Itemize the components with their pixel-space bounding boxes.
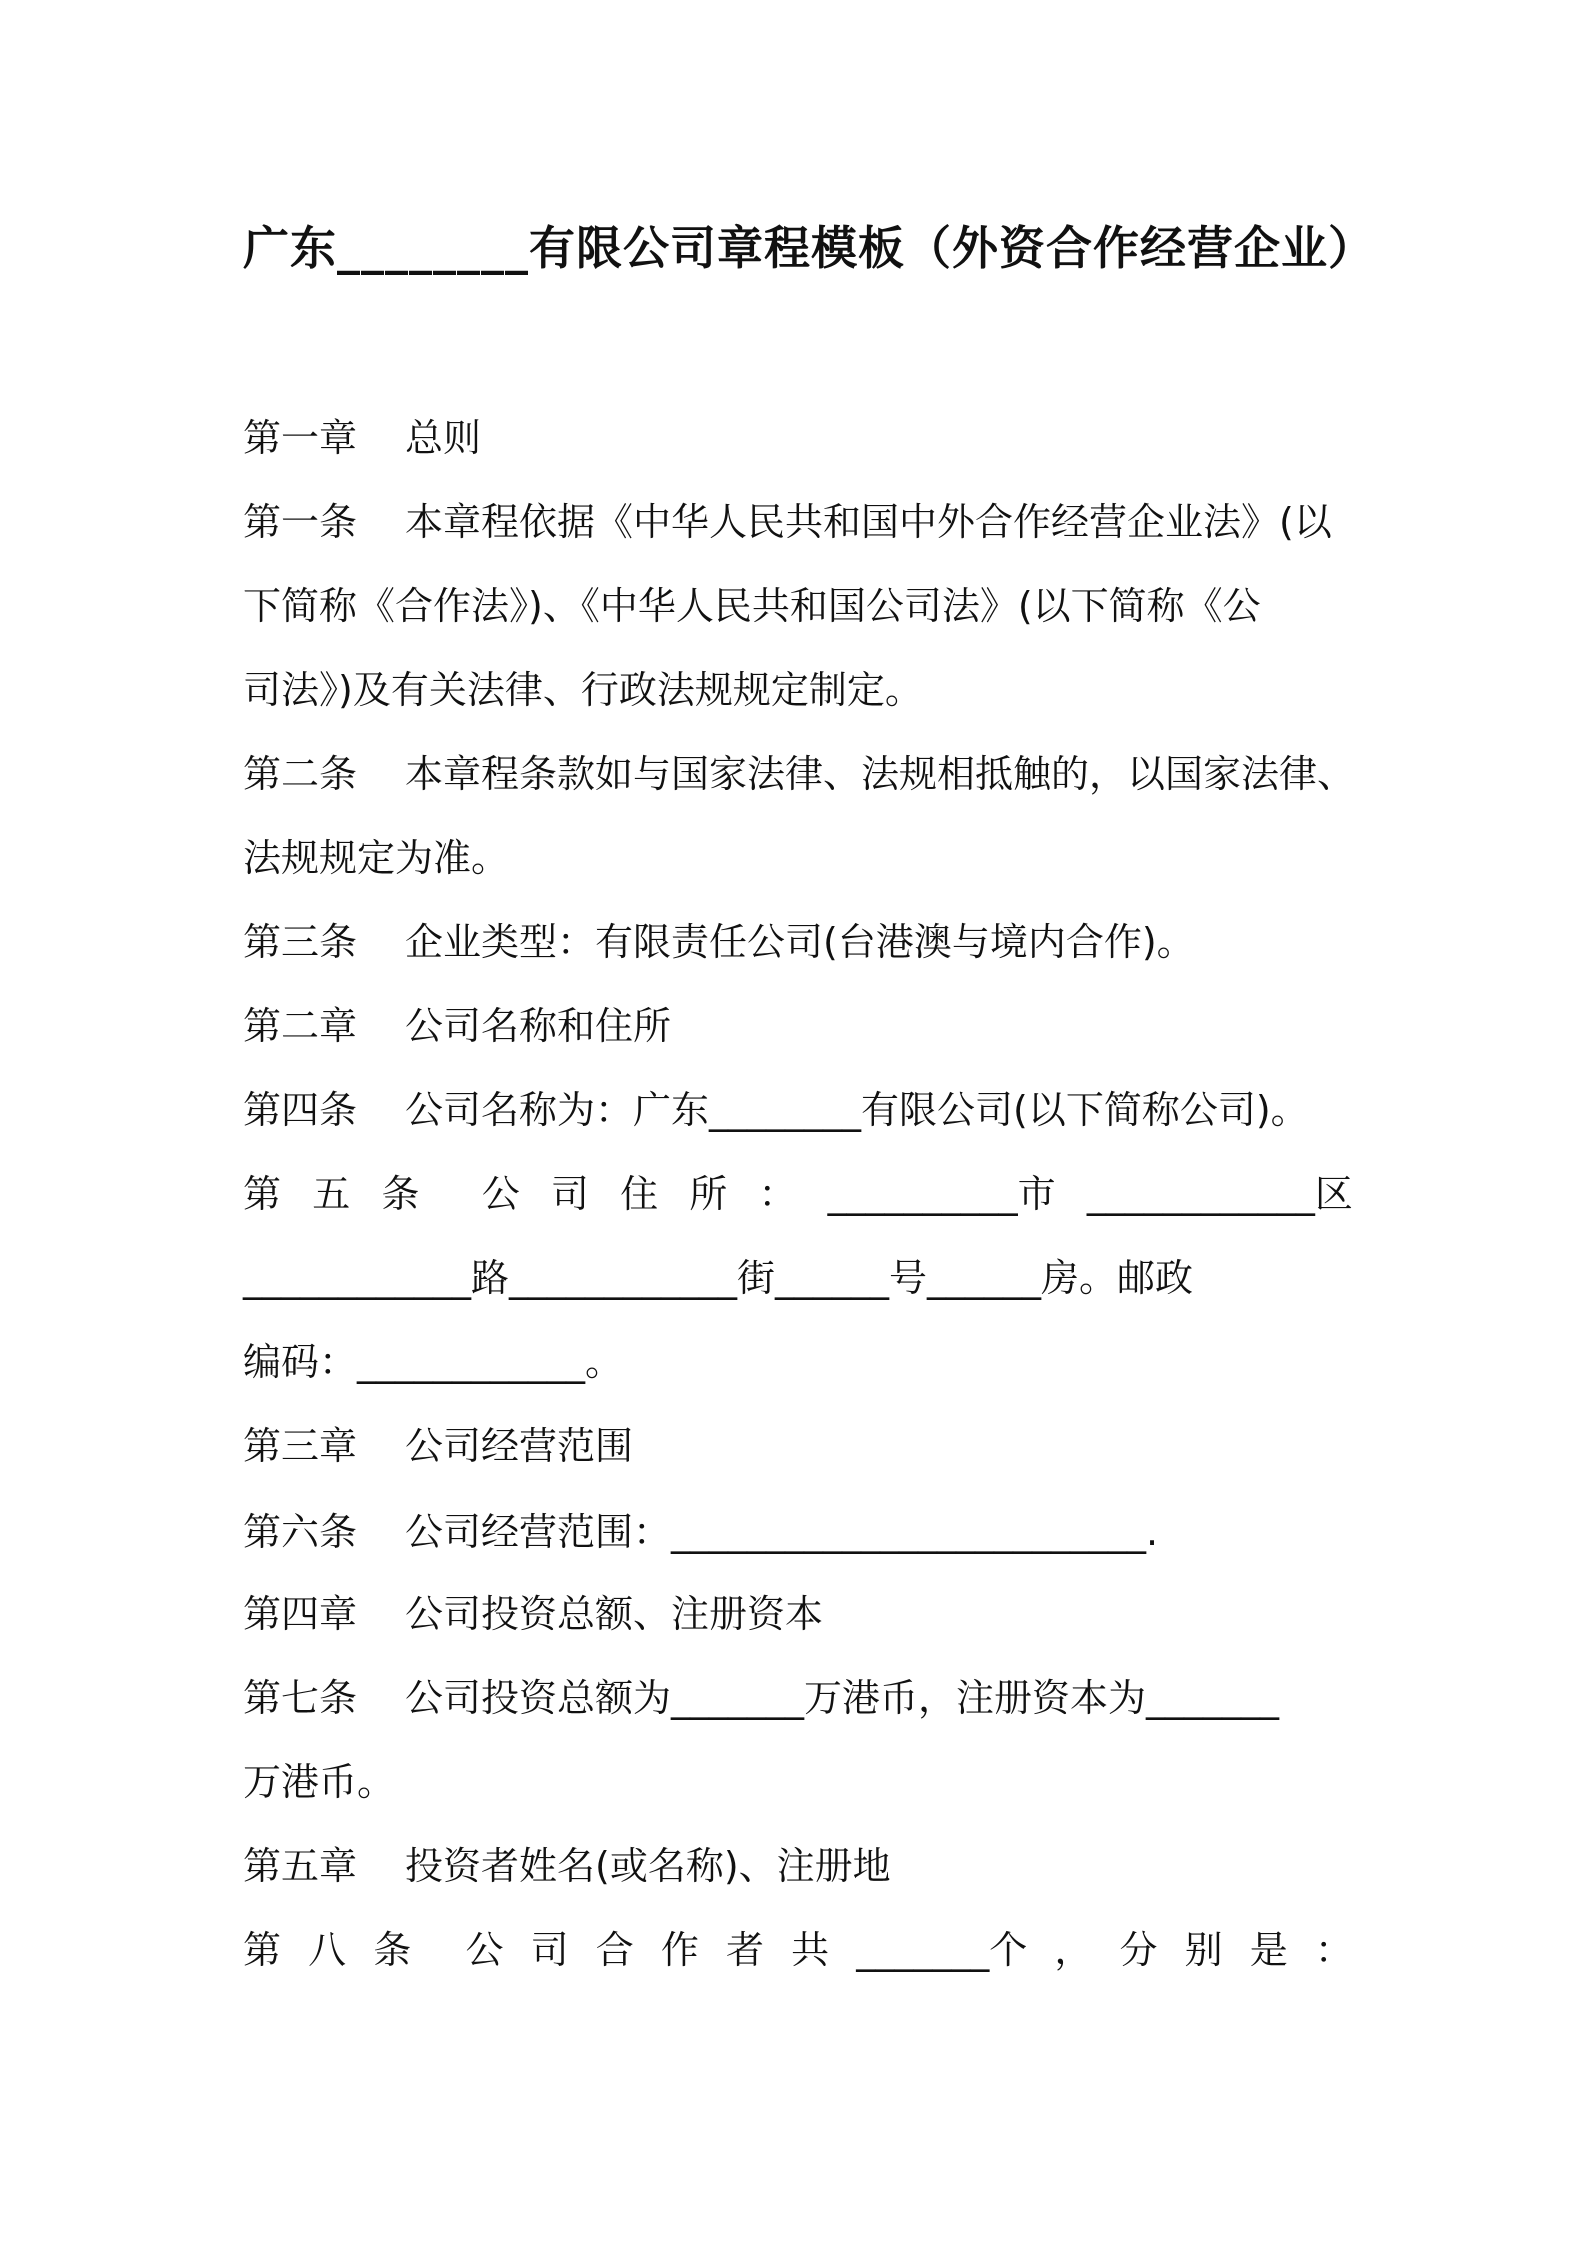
char: 司 — [550, 1172, 589, 1216]
article-2-line-1 — [243, 732, 1356, 816]
char: ， — [1054, 1928, 1093, 1972]
blank-city: __________市 — [827, 1172, 1056, 1216]
article-5-line-3: 编码：____________。 — [243, 1340, 624, 1384]
article-8-spaced-line — [243, 1908, 1353, 1992]
char: 条 — [381, 1172, 420, 1216]
char: 共 — [791, 1928, 830, 1972]
article-label: 第六条 — [243, 1510, 358, 1554]
chapter-label: 第二章 — [243, 1004, 358, 1048]
char: 八 — [308, 1928, 347, 1972]
chapter-label: 第三章 — [243, 1424, 358, 1468]
article-text: 公司名称为：广东________有限公司(以下简称公司)。 — [405, 1088, 1309, 1132]
article-1-line-3: 司法》)及有关法律、行政法规规定制定。 — [243, 668, 923, 712]
char: 司 — [530, 1928, 569, 1972]
article-text: 公司经营范围：_________________________. — [405, 1510, 1159, 1554]
article-3 — [243, 900, 1353, 984]
article-label: 第四条 — [243, 1088, 358, 1132]
char: 是 — [1249, 1928, 1288, 1972]
char: 所 — [689, 1172, 728, 1216]
article-1-line-2: 下简称《合作法》)、《中华人民共和国公司法》(以下简称《公 — [243, 584, 1261, 628]
article-5-spaced-line — [243, 1152, 1353, 1236]
article-2-line-2: 法规规定为准。 — [243, 836, 510, 880]
char: 公 — [465, 1928, 504, 1972]
chapter-2-heading — [243, 984, 1353, 1068]
article-4 — [243, 1068, 1353, 1152]
article-text: 本章程条款如与国家法律、法规相抵触的，以国家法律、 — [405, 752, 1356, 796]
article-label: 第一条 — [243, 500, 358, 544]
char: 分 — [1119, 1928, 1158, 1972]
char: 合 — [595, 1928, 634, 1972]
char: 第 — [243, 1928, 282, 1972]
article-text: 公司投资总额为_______万港币，注册资本为_______ — [405, 1676, 1280, 1720]
chapter-label: 第一章 — [243, 416, 358, 460]
document-title: 广东________有限公司章程模板（外资合作经营企业） — [243, 221, 1375, 275]
chapter-5-heading — [243, 1824, 1353, 1908]
char: 五 — [312, 1172, 351, 1216]
article-6 — [243, 1490, 1353, 1574]
article-5-line-2: ____________路____________街______号______房。邮政 — [243, 1256, 1194, 1300]
chapter-3-heading — [243, 1404, 1353, 1488]
article-1-line-1 — [243, 480, 1353, 564]
char: 者 — [725, 1928, 764, 1972]
char: ： — [1314, 1928, 1353, 1972]
article-label: 第三条 — [243, 920, 358, 964]
chapter-label: 第四章 — [243, 1592, 358, 1636]
char: 公 — [481, 1172, 520, 1216]
char: 别 — [1184, 1928, 1223, 1972]
chapter-text: 公司投资总额、注册资本 — [405, 1592, 824, 1636]
chapter-text: 公司经营范围 — [405, 1424, 634, 1468]
article-text: 企业类型：有限责任公司(台港澳与境内合作)。 — [405, 920, 1195, 964]
chapter-text: 投资者姓名(或名称)、注册地 — [405, 1844, 891, 1888]
chapter-text: 公司名称和住所 — [405, 1004, 672, 1048]
article-8-line-1 — [243, 1908, 1353, 1992]
char: 第 — [243, 1172, 282, 1216]
char: 作 — [660, 1928, 699, 1972]
chapter-4-heading — [243, 1572, 1353, 1656]
char: ： — [758, 1172, 797, 1216]
char: 住 — [620, 1172, 659, 1216]
chapter-label: 第五章 — [243, 1844, 358, 1888]
article-7-line-2: 万港币。 — [243, 1760, 396, 1804]
article-text: 本章程依据《中华人民共和国中外合作经营企业法》(以 — [405, 500, 1332, 544]
blank-count: _______个 — [856, 1928, 1028, 1972]
char: 条 — [373, 1928, 412, 1972]
chapter-text: 总则 — [405, 416, 482, 460]
chapter-1-heading — [243, 396, 1353, 480]
article-label: 第七条 — [243, 1676, 358, 1720]
blank-district: ____________区 — [1086, 1172, 1353, 1216]
article-5-line-1 — [243, 1152, 1353, 1236]
article-label: 第二条 — [243, 752, 358, 796]
article-7-line-1 — [243, 1656, 1353, 1740]
